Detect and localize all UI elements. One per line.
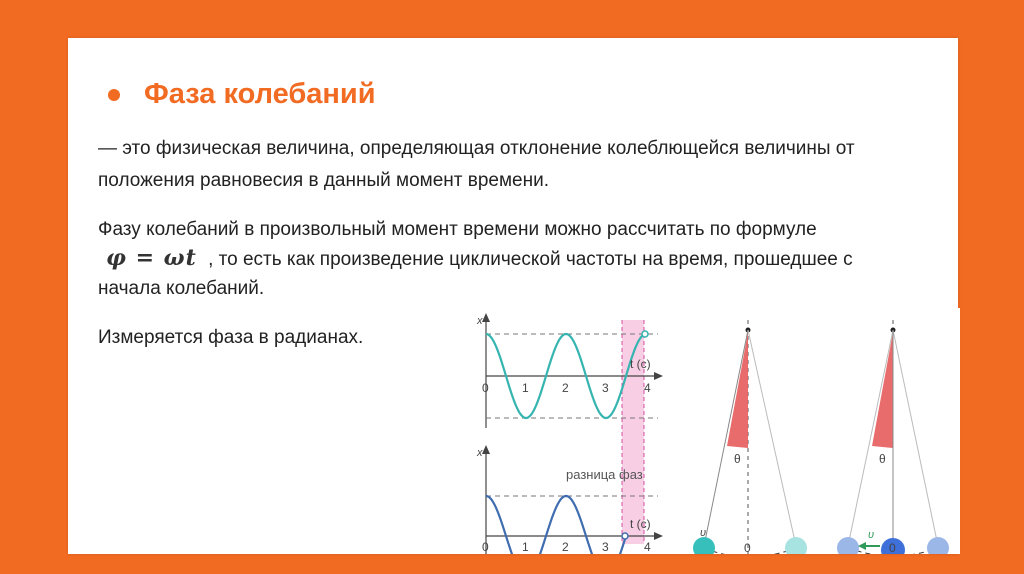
pendulum-right-velocity-label: υ: [868, 529, 875, 541]
bottom-tick-1: 1: [522, 540, 529, 554]
pendulum-left-ghost-ball: [785, 537, 807, 554]
phase-figure-svg: [468, 308, 960, 554]
pendulum-left-angle: [727, 332, 748, 448]
bottom-x-axis-arrow-icon: [482, 445, 490, 454]
pendulum-right-zero: 0: [889, 541, 896, 554]
pendulum-left-ball: [693, 537, 715, 554]
slide-title: Фаза колебаний: [144, 78, 376, 110]
top-tick-4: 4: [644, 381, 651, 395]
pendulum-right-angle: [872, 332, 893, 448]
formula-intro-after: , то есть как произведение циклической частоты на время, прошедшее с начала колебаний.: [98, 249, 853, 299]
pendulum-left: [693, 320, 807, 554]
formula-intro-before: Фазу колебаний в произвольный момент времени можно рассчитать по формуле: [98, 219, 817, 240]
title-row: [108, 78, 376, 111]
phase-formula: φ = ωt: [106, 245, 197, 271]
top-t-axis-arrow-icon: [654, 372, 663, 380]
pendulum-right-ghost-ball-right: [927, 537, 949, 554]
top-x-axis-arrow-icon: [482, 313, 490, 322]
pendulum-left-velocity-label: υ: [700, 527, 707, 539]
pendulum-left-string-b: [748, 330, 796, 546]
pendulum-right-angle-label: θ: [879, 452, 886, 466]
top-tick-3: 3: [602, 381, 609, 395]
pendulum-left-zero: 0: [744, 541, 751, 554]
phase-figure: [468, 308, 960, 554]
slide: [68, 38, 958, 554]
pendulum-right-string-b: [893, 330, 938, 546]
pendulum-left-angle-label: θ: [734, 452, 741, 466]
pendulum-right-ghost-ball-left: [837, 537, 859, 554]
top-t-label: t (с): [630, 357, 651, 371]
top-x-label: x: [477, 315, 483, 327]
bottom-tick-3: 3: [602, 540, 609, 554]
bottom-t-axis-arrow-icon: [654, 532, 663, 540]
phase-difference-label: разница фаз: [566, 467, 643, 482]
bottom-wave-endpoint: [622, 533, 628, 539]
bottom-tick-0: 0: [482, 540, 489, 554]
bullet-icon: [108, 89, 120, 101]
velocity-arrow-icon: [858, 542, 866, 550]
top-tick-2: 2: [562, 381, 569, 395]
bottom-tick-2: 2: [562, 540, 569, 554]
formula-paragraph: [98, 215, 918, 303]
top-tick-0: 0: [482, 381, 489, 395]
top-tick-1: 1: [522, 381, 529, 395]
bottom-t-label: t (с): [630, 517, 651, 531]
pendulum-right: [837, 320, 949, 554]
top-wave-endpoint: [642, 331, 648, 337]
bottom-tick-4: 4: [644, 540, 651, 554]
measurement-text: Измеряется фаза в радианах.: [98, 327, 364, 348]
bottom-x-label: x: [477, 447, 483, 459]
definition-text: — это физическая величина, определяющая отклонение колеблющейся величины от положения равновесия в данный момент времени.: [98, 138, 855, 191]
